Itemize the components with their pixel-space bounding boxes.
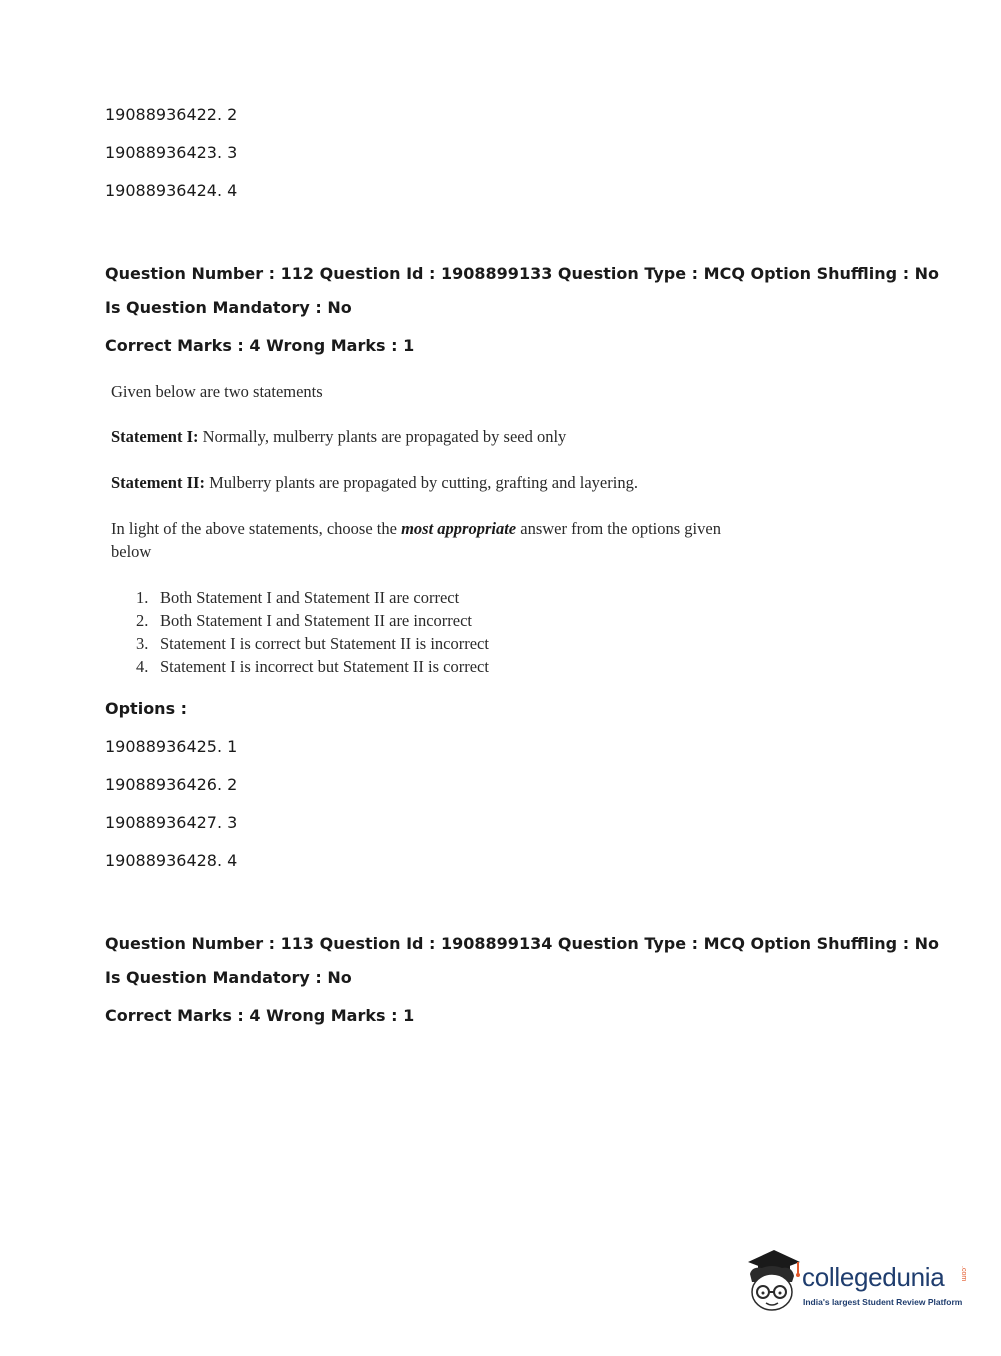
option-line: 19088936423. 3: [105, 143, 238, 162]
choice-number: 3.: [136, 634, 149, 653]
choice-text: Statement I is correct but Statement II is incorrect: [160, 634, 489, 653]
statement-2: [111, 473, 638, 493]
logo-wordmark: collegedunia: [802, 1262, 945, 1292]
question-header: Question Number : 113 Question Id : 1908899134 Question Type : MCQ Option Shuffling : No: [105, 934, 940, 953]
option-line: 19088936426. 2: [105, 775, 238, 794]
option-line: 19088936422. 2: [105, 105, 238, 124]
question-intro: Given below are two statements: [111, 382, 323, 401]
instruction-emphasis: most appropriate: [401, 519, 517, 538]
question-instruction: [111, 519, 721, 539]
choice-text: Both Statement I and Statement II are correct: [160, 588, 460, 607]
question-header: Question Number : 112 Question Id : 1908899133 Question Type : MCQ Option Shuffling : No: [105, 264, 940, 283]
statement-1-label: Statement I:: [111, 427, 199, 446]
statement-1-text: Normally, mulberry plants are propagated by seed only: [198, 427, 567, 446]
choice-number: 1.: [136, 588, 149, 607]
statement-1: [111, 427, 566, 447]
choice-item: [136, 634, 489, 654]
mascot-icon: [742, 1248, 802, 1316]
question-marks: Correct Marks : 4 Wrong Marks : 1: [105, 336, 415, 355]
choice-text: Both Statement I and Statement II are incorrect: [160, 611, 473, 630]
choice-item: [136, 611, 472, 631]
choice-number: 2.: [136, 611, 149, 630]
statement-2-label: Statement II:: [111, 473, 205, 492]
options-label: Options :: [105, 699, 188, 718]
question-mandatory: Is Question Mandatory : No: [105, 298, 352, 317]
choice-item: [136, 588, 459, 608]
question-instruction-line2: below: [111, 542, 152, 561]
collegedunia-logo[interactable]: [742, 1248, 972, 1316]
logo-tagline: India's largest Student Review Platform: [803, 1297, 963, 1307]
instruction-text: In light of the above statements, choose the: [111, 519, 402, 538]
choice-item: [136, 657, 489, 677]
logo-domain: .com: [960, 1266, 967, 1282]
option-line: 19088936427. 3: [105, 813, 238, 832]
option-line: 19088936425. 1: [105, 737, 238, 756]
option-line: 19088936428. 4: [105, 851, 238, 870]
choice-text: Statement I is incorrect but Statement II is correct: [160, 657, 489, 676]
instruction-text-end: answer from the options given: [516, 519, 721, 538]
question-marks: Correct Marks : 4 Wrong Marks : 1: [105, 1006, 415, 1025]
option-line: 19088936424. 4: [105, 181, 238, 200]
choice-number: 4.: [136, 657, 149, 676]
question-mandatory: Is Question Mandatory : No: [105, 968, 352, 987]
statement-2-text: Mulberry plants are propagated by cutting, grafting and layering.: [204, 473, 638, 492]
